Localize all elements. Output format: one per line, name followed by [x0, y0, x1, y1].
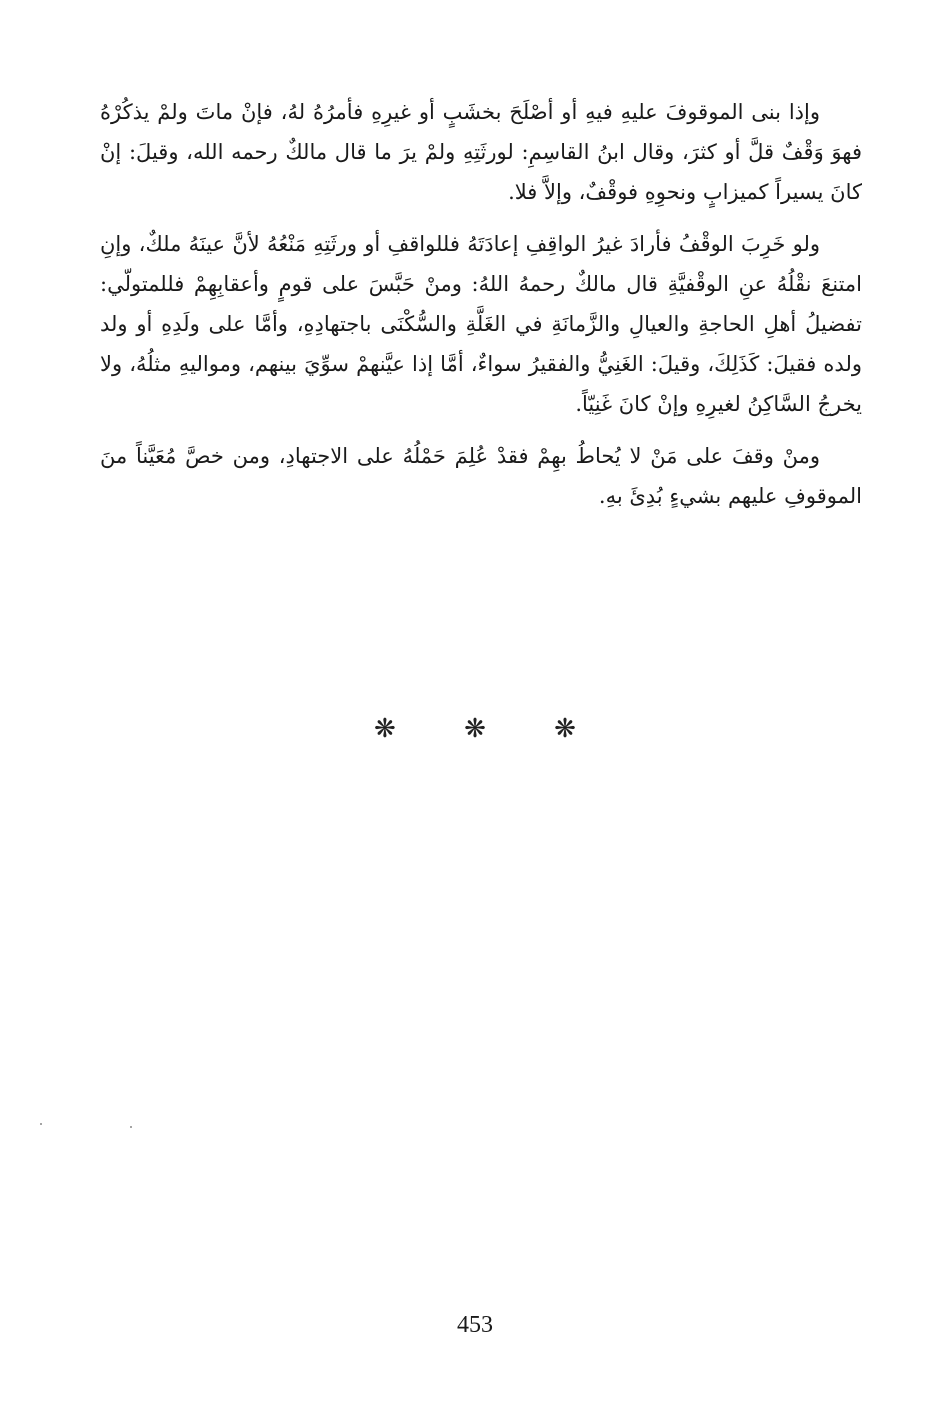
- page-number: 453: [457, 1312, 493, 1338]
- paragraph-1: وإذا بنى الموقوفَ عليهِ فيهِ أو أصْلَحَ بخشَبٍ أو غيرِهِ فأمرُهُ لهُ، فإنْ ماتَ ولمْ يذكُرْهُ فهوَ وَقْفٌ قلَّ أو كثرَ، وقال ابنُ القاسِمِ: لورثَتِهِ ولمْ يرَ ما قال مالكٌ رحمه الله، وقيلَ: إنْ كانَ يسيراً كميزابٍ ونحوِهِ فوقْفٌ، وإلاَّ فلا.: [100, 100, 862, 204]
- body-text: [100, 92, 862, 528]
- scan-speck: [40, 1123, 42, 1125]
- paragraph-3: ومنْ وقفَ على مَنْ لا يُحاطُ بهِمْ فقدْ عُلِمَ حَمْلُهُ على الاجتهادِ، ومن خصَّ مُعَيَّناً منَ الموقوفِ عليهم بشيءٍ بُدِئَ بهِ.: [100, 444, 862, 508]
- paragraph-2: ولو خَرِبَ الوقْفُ فأرادَ غيرُ الواقِفِ إعادَتَهُ فللواقفِ أو ورثَتِهِ مَنْعُهُ لأنَّ عينَهُ ملكٌ، وإنِ امتنعَ نقْلُهُ عنِ الوقْفيَّةِ قال مالكٌ رحمهُ اللهُ: ومنْ حَبَّسَ على قومٍ وأعقابِهِمْ فللمتولّي: تفضيلُ أهلِ الحاجةِ والعيالِ والزَّمانَةِ في الغَلَّةِ والسُّكْنَى باجتهادِهِ، وأمَّا على ولَدِهِ أو ولد ولده فقيلَ: كَذَلِكَ، وقيلَ: الغَنِيُّ والفقيرُ سواءٌ، أمَّا إذا عيَّنهمْ سوِّيَ بينهم، ومواليهِ مثلُهُ، ولا يخرجُ السَّاكِنُ لغيرِهِ وإنْ كانَ غَنِيّاً.: [100, 232, 862, 416]
- section-divider-ornament: ❋ ❋ ❋: [374, 714, 606, 744]
- scan-speck: [130, 1126, 132, 1128]
